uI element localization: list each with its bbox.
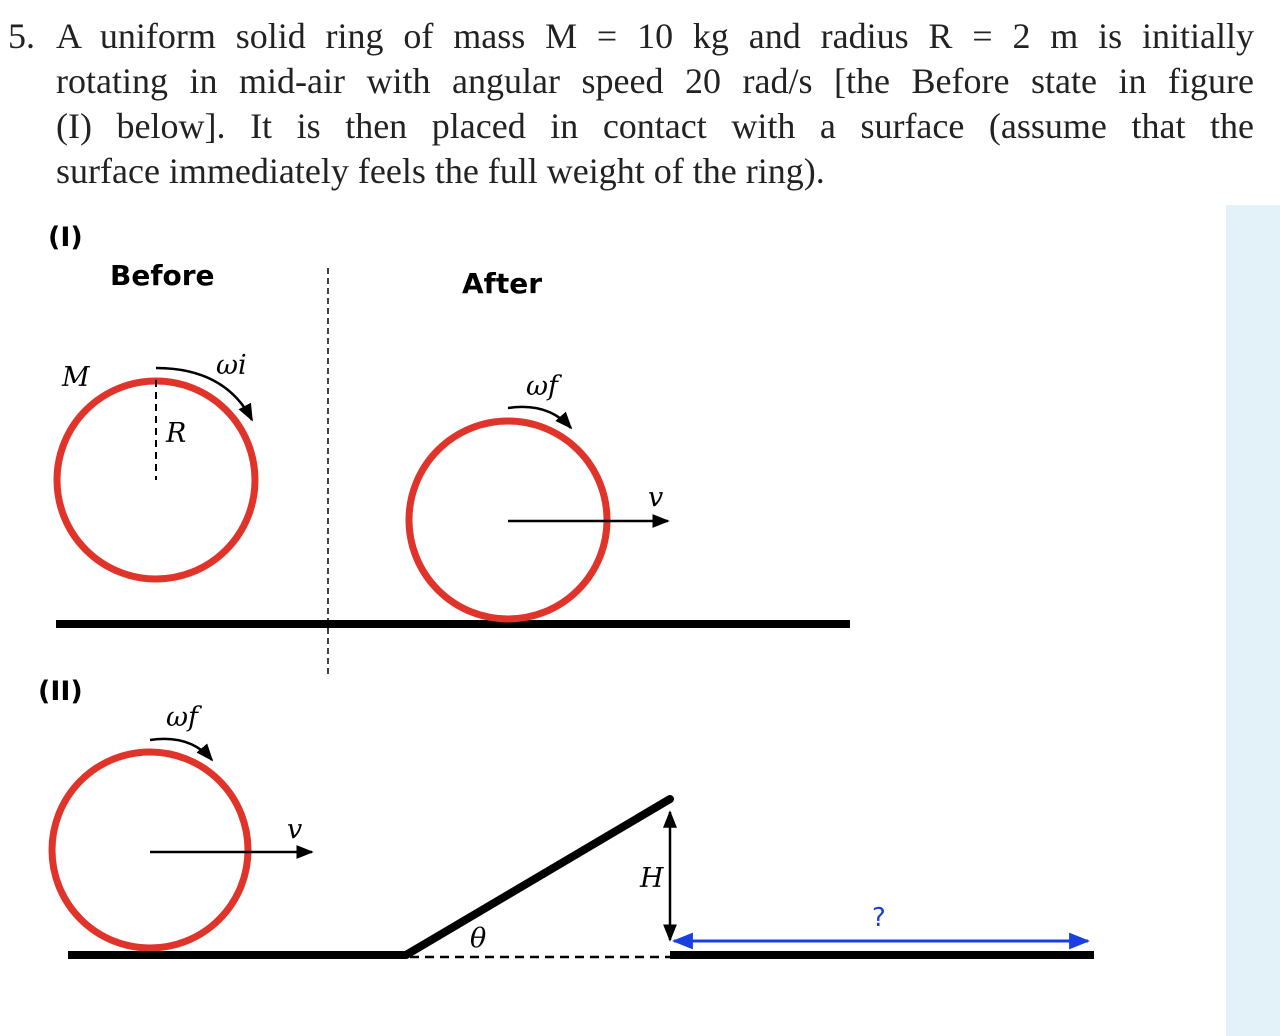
radius-label: R xyxy=(166,418,187,449)
problem-line-4: surface immediately feels the full weight of the ring). xyxy=(56,151,825,191)
omega-initial-label: ωi xyxy=(216,350,247,381)
figure-1-label: (I) xyxy=(48,222,83,253)
ring-rolling xyxy=(52,752,248,948)
height-label: H xyxy=(640,863,664,894)
problem-line-2: rotating in mid-air with angular speed 20 rad/s [the Before state in figure xyxy=(56,61,1254,101)
omega-final-label-1: ωf xyxy=(526,371,559,402)
before-label: Before xyxy=(110,259,215,292)
after-label: After xyxy=(462,267,543,300)
mass-label: M xyxy=(62,362,90,393)
problem-line-1: A uniform solid ring of mass M = 10 kg and radius R = 2 m is initially xyxy=(56,16,1254,56)
ramp-line xyxy=(406,799,670,955)
problem-number: 5. xyxy=(8,16,35,56)
problem-line-3: (I) below]. It is then placed in contact with a surface (assume that the xyxy=(56,106,1254,146)
omega-final-label-2: ωf xyxy=(166,702,199,733)
unknown-distance-label: ? xyxy=(872,903,886,933)
angle-label: θ xyxy=(470,923,487,954)
velocity-label-1: v xyxy=(648,482,664,513)
figure-2-label: (II) xyxy=(38,676,83,707)
velocity-label-2: v xyxy=(287,814,303,845)
